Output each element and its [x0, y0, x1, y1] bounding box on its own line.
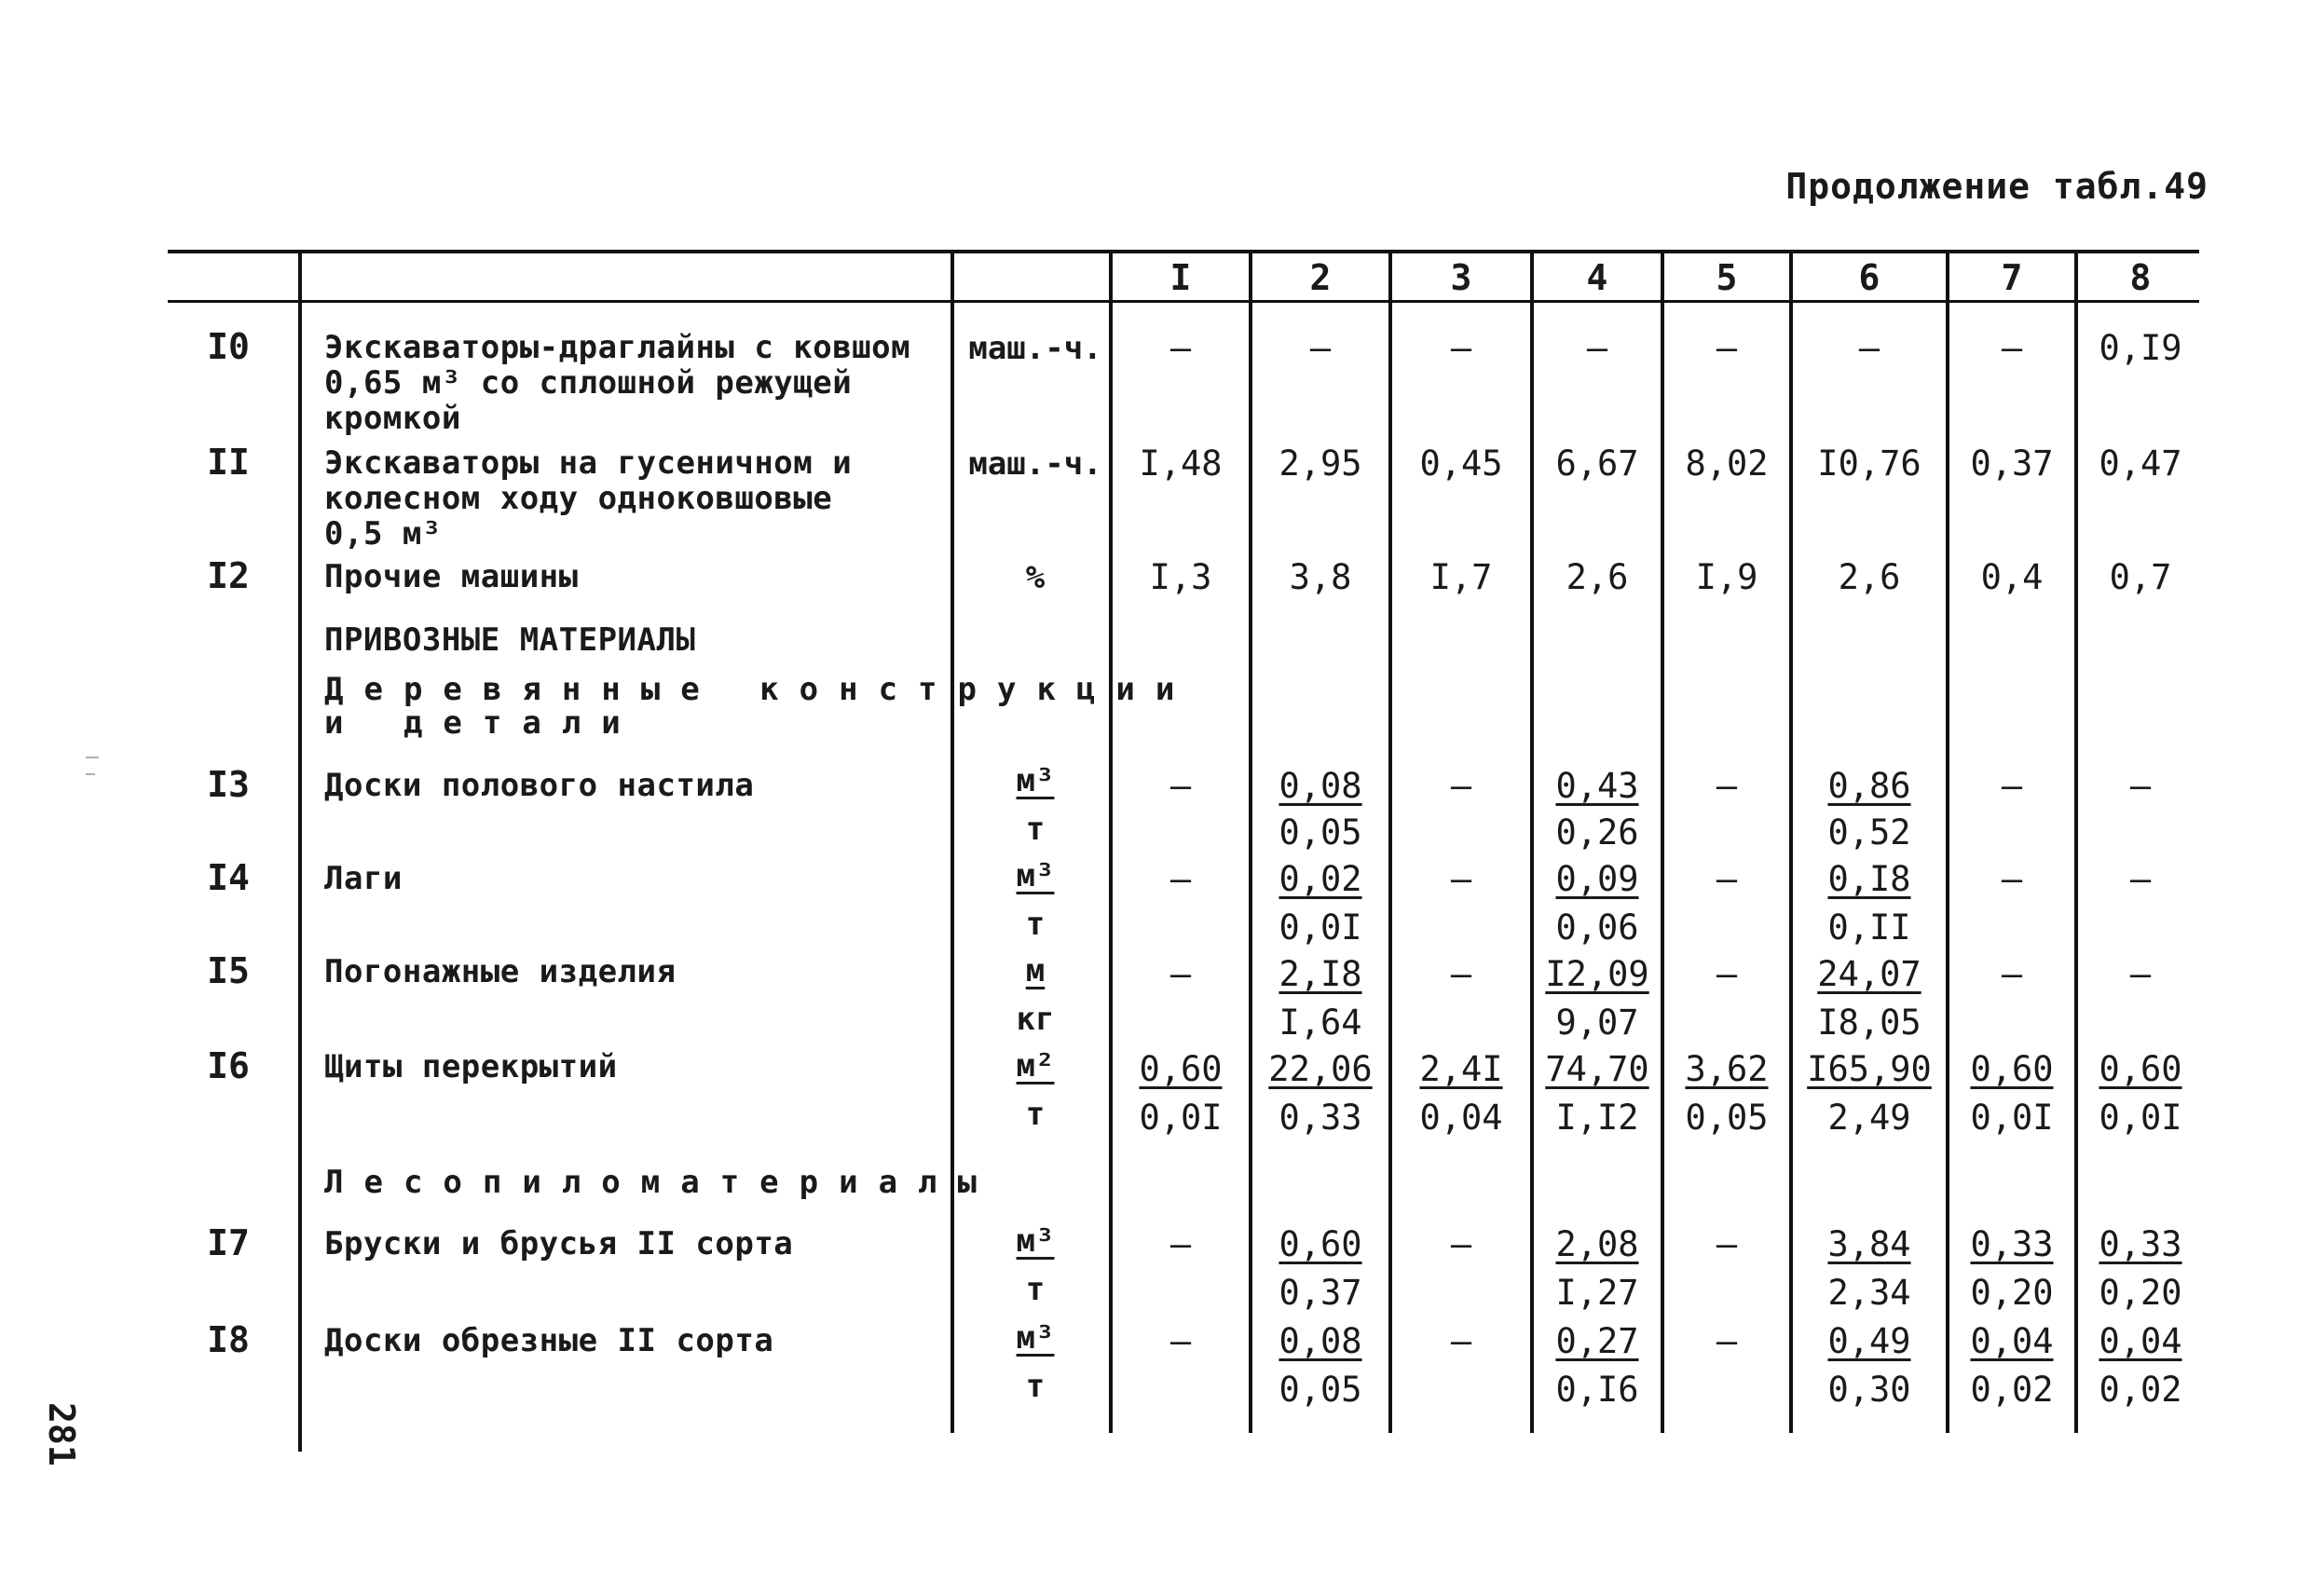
table-cell: –	[1716, 328, 1738, 368]
table-cell: 0,0I	[2099, 1098, 2182, 1138]
column-divider-name	[950, 250, 954, 1433]
table-cell: –	[1716, 859, 1738, 899]
row-name: Щиты перекрытий	[324, 1048, 618, 1085]
table-cell: I,48	[1139, 443, 1223, 484]
table-cell: 0,43	[1555, 766, 1639, 806]
page-number: 281	[41, 1402, 82, 1466]
table-cell: –	[1716, 1224, 1738, 1264]
table-cell: 0,02	[1970, 1370, 2054, 1410]
table-cell: 0,30	[1827, 1370, 1911, 1410]
table-cell: 2,34	[1827, 1273, 1911, 1313]
row-unit: маш.-ч.	[968, 445, 1102, 483]
table-cell: 0,37	[1279, 1273, 1362, 1313]
table-cell: 0,06	[1555, 907, 1639, 948]
table-cell: –	[1169, 766, 1192, 806]
table-cell: 8,02	[1685, 443, 1769, 484]
table-cell: 0,86	[1827, 766, 1911, 806]
table-cell: 2,49	[1827, 1098, 1911, 1138]
table-cell: 0,7	[2109, 557, 2172, 597]
table-cell: –	[1169, 954, 1192, 994]
table-cell: 2,6	[1566, 557, 1629, 597]
table-cell: 0,26	[1555, 812, 1639, 853]
table-cell: –	[1858, 328, 1880, 368]
scan-speck	[86, 757, 99, 758]
column-header-2: 2	[1309, 257, 1332, 298]
table-cell: –	[2129, 859, 2152, 899]
row-unit: %	[1025, 559, 1046, 596]
row-unit-secondary: кг	[1016, 1001, 1055, 1038]
table-cell: –	[1716, 1321, 1738, 1361]
table-cell: 0,45	[1419, 443, 1503, 484]
table-cell: 0,0I	[1970, 1098, 2054, 1138]
row-unit: маш.-ч.	[968, 330, 1102, 367]
column-header-4: 4	[1586, 257, 1608, 298]
table-cell: 0,04	[1970, 1321, 2054, 1361]
table-cell: I,9	[1695, 557, 1758, 597]
table-cell: 3,8	[1289, 557, 1352, 597]
table-top-rule	[168, 250, 2199, 253]
table-cell: 2,08	[1555, 1224, 1639, 1264]
row-number: I5	[207, 950, 250, 991]
table-cell: 0,04	[2099, 1321, 2182, 1361]
row-unit-secondary: т	[1025, 1368, 1046, 1405]
table-cell: I,I2	[1555, 1098, 1639, 1138]
table-cell: 0,II	[1827, 907, 1911, 948]
table-cell: –	[2129, 766, 2152, 806]
section-heading: ПРИВОЗНЫЕ МАТЕРИАЛЫ	[324, 621, 696, 659]
row-name: Лаги	[324, 860, 403, 897]
table-cell: 0,05	[1279, 1370, 1362, 1410]
row-number: I6	[207, 1045, 250, 1086]
table-cell: I,27	[1555, 1273, 1639, 1313]
column-header-5: 5	[1716, 257, 1738, 298]
table-cell: 0,27	[1555, 1321, 1639, 1361]
column-header-6: 6	[1858, 257, 1880, 298]
table-cell: 0,I8	[1827, 859, 1911, 899]
row-name: Экскаваторы на гусеничном и колесном ходу одноковшовые 0,5 м³	[324, 444, 853, 552]
row-unit-primary: м³	[1016, 1222, 1055, 1260]
table-cell: 2,6	[1838, 557, 1901, 597]
column-header-7: 7	[2001, 257, 2023, 298]
table-cell: 0,60	[1970, 1049, 2054, 1089]
row-unit-primary: м²	[1016, 1047, 1055, 1084]
subsection-heading: Лесопиломатериалы	[324, 1164, 997, 1201]
table-cell: I0,76	[1817, 443, 1921, 484]
table-cell: 2,4I	[1419, 1049, 1503, 1089]
row-name: Доски обрезные II сорта	[324, 1322, 774, 1359]
row-name: Прочие машины	[324, 558, 579, 595]
row-number: I4	[207, 857, 250, 898]
table-cell: 3,62	[1685, 1049, 1769, 1089]
table-cell: 2,I8	[1279, 954, 1362, 994]
table-caption: Продолжение табл.49	[1785, 166, 2208, 207]
row-unit-secondary: т	[1025, 1271, 1046, 1308]
table-cell: 0,04	[1419, 1098, 1503, 1138]
column-header-3: 3	[1450, 257, 1472, 298]
row-name: Доски полового настила	[324, 767, 755, 804]
table-cell: 0,37	[1970, 443, 2054, 484]
table-cell: 9,07	[1555, 1003, 1639, 1043]
table-cell: 0,4	[1980, 557, 2044, 597]
row-number: I0	[207, 326, 250, 367]
row-number: I8	[207, 1319, 250, 1360]
table-cell: –	[1169, 1224, 1192, 1264]
column-divider-number	[298, 250, 302, 1452]
table-cell: 0,52	[1827, 812, 1911, 853]
table-cell: –	[2001, 859, 2023, 899]
table-cell: I8,05	[1817, 1003, 1921, 1043]
table-cell: 2,95	[1279, 443, 1362, 484]
table-cell: 0,I9	[2099, 328, 2182, 368]
table-cell: I65,90	[1807, 1049, 1932, 1089]
table-cell: 6,67	[1555, 443, 1639, 484]
table-cell: 74,70	[1545, 1049, 1649, 1089]
table-cell: I,7	[1429, 557, 1493, 597]
table-cell: 0,33	[2099, 1224, 2182, 1264]
table-cell: I,3	[1149, 557, 1212, 597]
table-cell: –	[1169, 328, 1192, 368]
table-cell: –	[1450, 954, 1472, 994]
table-cell: 0,33	[1970, 1224, 2054, 1264]
column-header-1: I	[1169, 257, 1192, 298]
table-cell: 0,08	[1279, 1321, 1362, 1361]
row-unit-secondary: т	[1025, 811, 1046, 848]
table-cell: 0,60	[1279, 1224, 1362, 1264]
table-cell: –	[1169, 859, 1192, 899]
table-cell: –	[1450, 1224, 1472, 1264]
row-name: Экскаваторы-драглайны с ковшом 0,65 м³ со сплошной режущей кромкой	[324, 329, 911, 437]
table-cell: 0,49	[1827, 1321, 1911, 1361]
header-bottom-rule	[168, 300, 2199, 303]
row-unit-secondary: т	[1025, 1096, 1046, 1133]
table-cell: 0,0I	[1279, 907, 1362, 948]
table-cell: –	[1450, 766, 1472, 806]
table-cell: –	[2129, 954, 2152, 994]
table-cell: 0,20	[2099, 1273, 2182, 1313]
table-cell: 3,84	[1827, 1224, 1911, 1264]
subsection-heading: Деревянные конструкции и детали	[324, 671, 1196, 742]
table-cell: –	[1169, 1321, 1192, 1361]
table-cell: 0,08	[1279, 766, 1362, 806]
table-cell: 22,06	[1268, 1049, 1373, 1089]
table-cell: –	[1450, 859, 1472, 899]
table-cell: 24,07	[1817, 954, 1921, 994]
row-name: Погонажные изделия	[324, 953, 677, 990]
row-unit-primary: м³	[1016, 857, 1055, 894]
scan-speck	[86, 773, 95, 775]
row-number: I7	[207, 1222, 250, 1263]
table-cell: I,64	[1279, 1003, 1362, 1043]
table-cell: 0,05	[1279, 812, 1362, 853]
row-unit-primary: м	[1025, 952, 1046, 989]
table-cell: –	[1716, 766, 1738, 806]
table-cell: 0,33	[1279, 1098, 1362, 1138]
table-cell: 0,60	[2099, 1049, 2182, 1089]
row-name: Бруски и брусья II сорта	[324, 1225, 794, 1262]
table-cell: –	[2001, 766, 2023, 806]
table-cell: 0,0I	[1139, 1098, 1223, 1138]
row-number: II	[207, 442, 250, 483]
table-cell: 0,05	[1685, 1098, 1769, 1138]
row-unit-primary: м³	[1016, 1319, 1055, 1357]
table-cell: 0,02	[1279, 859, 1362, 899]
table-cell: –	[2001, 328, 2023, 368]
table-cell: –	[2001, 954, 2023, 994]
table-cell: 0,I6	[1555, 1370, 1639, 1410]
row-unit-primary: м³	[1016, 762, 1055, 799]
table-cell: –	[1450, 1321, 1472, 1361]
table-cell: 0,47	[2099, 443, 2182, 484]
row-number: I2	[207, 555, 250, 596]
table-cell: 0,02	[2099, 1370, 2182, 1410]
table-cell: –	[1716, 954, 1738, 994]
table-cell: I2,09	[1545, 954, 1649, 994]
table-cell: –	[1309, 328, 1332, 368]
table-cell: 0,60	[1139, 1049, 1223, 1089]
table-cell: –	[1450, 328, 1472, 368]
table-cell: –	[1586, 328, 1608, 368]
table-cell: 0,09	[1555, 859, 1639, 899]
row-unit-secondary: т	[1025, 906, 1046, 943]
column-header-8: 8	[2129, 257, 2152, 298]
table-cell: 0,20	[1970, 1273, 2054, 1313]
row-number: I3	[207, 764, 250, 805]
